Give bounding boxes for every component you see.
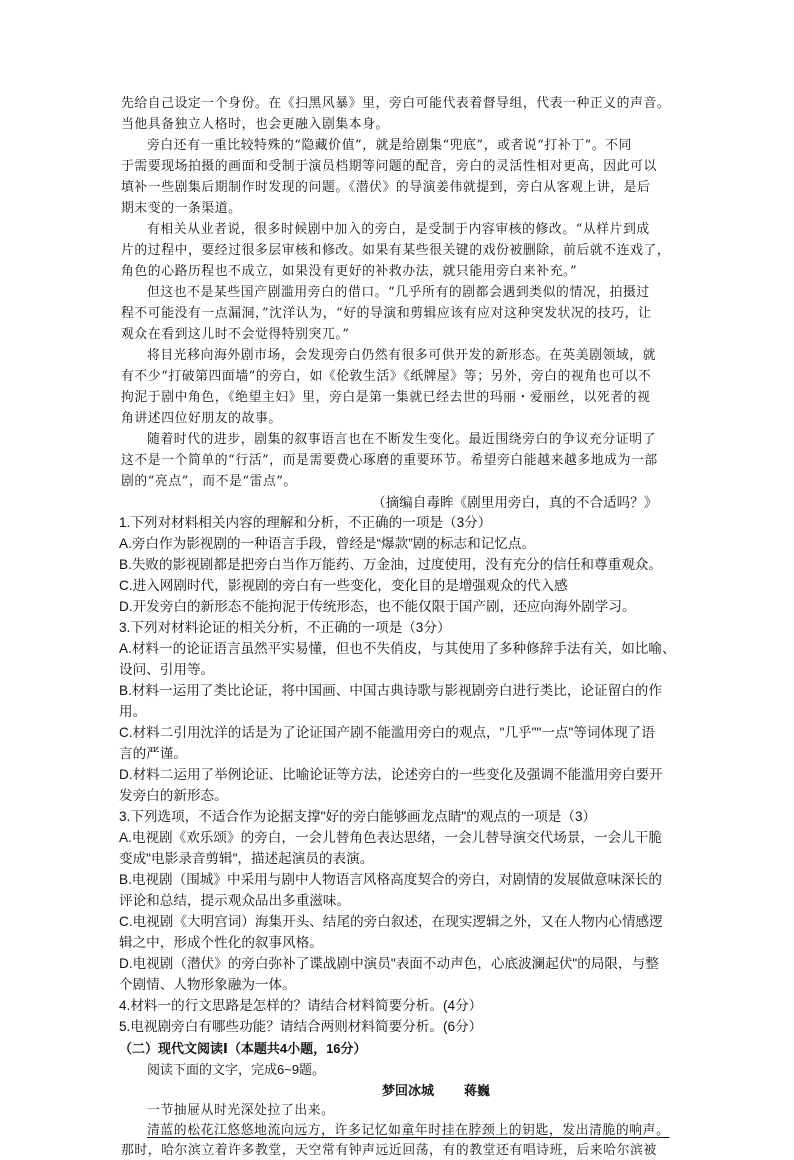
source-citation: （摘编自毒眸《剧里用旁白，真的不合适吗？》 (372, 495, 658, 510)
paragraph-line: 有相关从业者说，很多时候剧中加入的旁白，是受制于内容审核的修改。“从样片到成 (147, 222, 650, 237)
paragraph-line: 观众在看到这儿时不会觉得特别突兀。” (121, 327, 350, 342)
story-title: 梦回冰城 (382, 1083, 435, 1098)
paragraph-line: 剧的“亮点”，而不是“雷点”。 (121, 474, 297, 489)
option-line: A.电视剧《欢乐颂》的旁白，一会儿替角色表达思绪，一会儿替导演交代场景，一会儿干脆 (119, 830, 662, 845)
paragraph-line: 这不是一个简单的“行活”，而是需要费心琢磨的重要环节。希望旁白能越来越多地成为一部 (121, 453, 658, 468)
paragraph-line: 先给自己设定一个身份。在《扫黑风暴》里，旁白可能代表着督导组，代表一种正义的声音。 (121, 96, 671, 111)
option-line: 个剧情、人物形象融为一体。 (119, 977, 296, 992)
question-line: 1.下列对材料相关内容的理解和分析，不正确的一项是（3分） (119, 515, 492, 530)
option-line: 用。 (119, 704, 147, 719)
paragraph-line: 有不少“打破第四面墙”的旁白，如《伦敦生活》《纸牌屋》等；另外，旁白的视角也可以不 (121, 369, 652, 384)
option-line: 设问、引用等。 (119, 662, 215, 677)
section-instruction: 阅读下面的文字，完成6~9题。 (147, 1062, 326, 1077)
paragraph-line: 随着时代的进步，剧集的叙事语言也在不断发生变化。最近围绕旁白的争议充分证明了 (147, 432, 657, 447)
option-line: 评论和总结，提示观众品出多重滋味。 (119, 893, 351, 908)
paragraph-line: 将目光移向海外剧市场，会发现旁白仍然有很多可供开发的新形态。在英美剧领域，就 (147, 348, 657, 363)
question-line: 3.下列对材料论证的相关分析，不正确的一项是（3分） (119, 620, 451, 635)
option-line: 变成"电影录音剪辑"，描述起演员的表演。 (119, 851, 374, 866)
option-line: 言的严谨。 (119, 746, 187, 761)
option-line: A.材料一的论证语言虽然平实易懂，但也不失俏皮，与其使用了多种修辞手法有关，如比喻、 (119, 641, 676, 656)
paragraph-line: 拘泥于剧中角色，《绝望主妇》里，旁白是第一集就已经去世的玛丽・爱丽丝，以死者的视 (121, 390, 651, 405)
option-line: B.材料一运用了类比论证，将中国画、中国古典诗歌与影视剧旁白进行类比，论证留白的作 (119, 683, 662, 698)
story-line: 一节抽屉从时光深处拉了出来。 (147, 1103, 335, 1118)
option-line: 发旁白的新形态。 (119, 788, 228, 803)
section-heading: （二）现代文阅读Ⅰ（本题共4小题，16分） (119, 1041, 367, 1056)
option-line: C.进入网剧时代，影视剧的旁白有一些变化，变化目的是增强观众的代入感 (119, 578, 568, 593)
question-line: 5.电视剧旁白有哪些功能？请结合两则材料简要分析。(6分） (119, 1019, 483, 1034)
story-author: 蒋巍 (464, 1083, 491, 1098)
paragraph-line: 期末变的一条渠道。 (121, 201, 242, 216)
paragraph-line: 角讲述四位好朋友的故事。 (121, 411, 282, 426)
option-line: D.开发旁白的新形态不能拘泥于传统形态，也不能仅限于国产剧，还应向海外剧学习。 (119, 599, 636, 614)
paragraph-line: 旁白还有一重比较特殊的“隐藏价值”，就是给剧集“兜底”，或者说“打补丁”。不同 (147, 138, 632, 153)
option-line: D.电视剧（潜伏》的旁白弥补了谍战剧中演员"表面不动声色，心底波澜起伏"的局限，与整 (119, 956, 659, 971)
option-line: C.材料二引用沈洋的话是为了论证国产剧不能滥用旁白的观点，"几乎""一点"等词体现了语 (119, 725, 655, 740)
option-line: D.材料二运用了举例论证、比喻论证等方法，论述旁白的一些变化及强调不能滥用旁白要开 (119, 767, 663, 782)
paragraph-line: 但这也不是某些国产剧滥用旁白的借口。“几乎所有的剧都会遇到类似的情况，拍摄过 (147, 285, 650, 300)
option-line: B.失败的影视剧都是把旁白当作万能药、万金油，过度使用，没有充分的信任和尊重观众。 (119, 557, 662, 572)
paragraph-line: 角色的心路历程也不成立，如果没有更好的补救办法，就只能用旁白来补充。” (121, 264, 578, 279)
option-line: B.电视剧（围城》中采用与剧中人物语言风格高度契合的旁白，对剧情的发展做意味深长的 (119, 872, 662, 887)
paragraph-line: 当他具备独立人格时，也会更融入剧集本身。 (121, 117, 389, 132)
option-line: C.电视剧《大明宫词）海集开头、结尾的旁白叙述，在现实逻辑之外，又在人物内心情感逻 (119, 914, 663, 929)
story-line-underlined: 清蓝的松花江悠悠地流向远方，许多记忆如童年时挂在脖颈上的钥匙，发出清脆的响声。 (147, 1123, 670, 1138)
paragraph-line: 于需要现场拍摄的画面和受制于演员档期等问题的配音，旁白的灵活性相对更高，因此可以 (121, 159, 657, 174)
story-line: 那时，哈尔滨立着许多教堂，天空常有钟声远近回荡，有的教堂还有唱诗班，后来哈尔滨被 (121, 1143, 657, 1158)
option-line: A.旁白作为影视剧的一种语言手段，曾经是“爆款”剧的标志和记忆点。 (119, 536, 536, 551)
paragraph-line: 程不可能没有一点漏洞，”沈洋认为，“好的导演和剪辑应该有应对这种突发状况的技巧，让 (121, 306, 652, 321)
option-line: 辑之中，形成个性化的叙事风格。 (119, 935, 323, 950)
paragraph-line: 片的过程中，要经过很多层审核和修改。如果有某些很关键的戏份被删除，前后就不连戏了， (121, 243, 671, 258)
question-line: 3.下列选项，不适合作为论据支撑"好的旁白能够画龙点睛"的观点的一项是（3） (119, 809, 597, 824)
question-line: 4.材料一的行文思路是怎样的？请结合材料简要分析。(4分） (119, 998, 483, 1013)
paragraph-line: 填补一些剧集后期制作时发现的问题。《潜伏》的导演姜伟就提到，旁白从客观上讲，是后 (121, 180, 651, 195)
